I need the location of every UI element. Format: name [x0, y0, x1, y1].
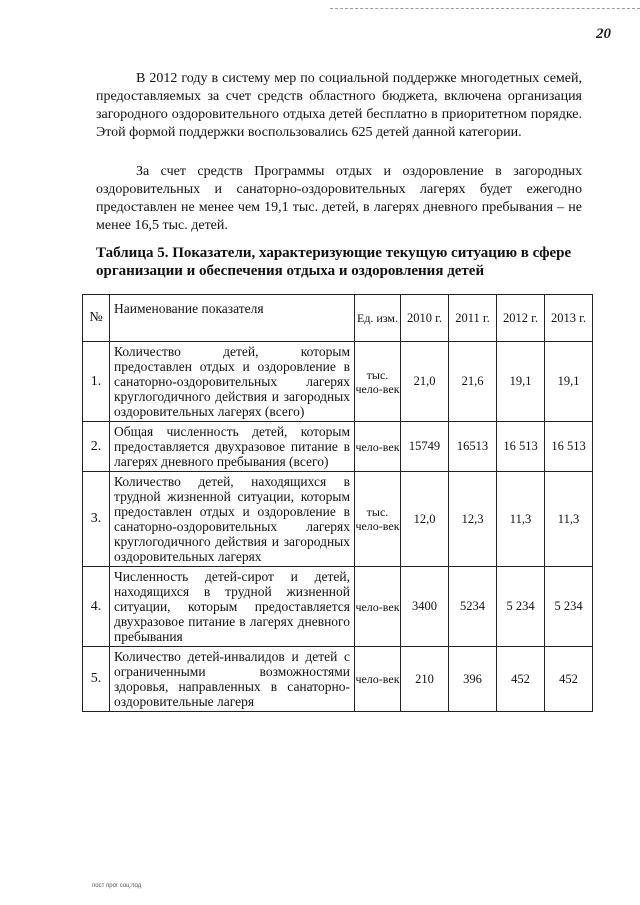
value-2012: 5 234 [497, 567, 545, 647]
header-2012: 2012 г. [497, 295, 545, 342]
table-row [83, 342, 593, 422]
value-2011: 396 [449, 647, 497, 712]
value-2010: 210 [401, 647, 449, 712]
value-2010: 12,0 [401, 472, 449, 567]
value-2013: 452 [545, 647, 593, 712]
header-number: № [83, 295, 110, 342]
row-number: 3. [83, 472, 110, 567]
indicators-table [82, 294, 593, 712]
value-2012: 16 513 [497, 422, 545, 472]
row-number: 1. [83, 342, 110, 422]
row-name: Общая численность детей, которым предоставляется двухразовое питание в лагерях дневного пребывания (всего) [110, 422, 355, 472]
value-2013: 16 513 [545, 422, 593, 472]
value-2011: 5234 [449, 567, 497, 647]
paragraph-program-funds: За счет средств Программы отдых и оздоровление в загородных оздоровительных и санаторно-оздоровительных лагерях будет ежегодно предоставлен не менее чем 19,1 тыс. детей, в лагерях дневного пребывания – не менее 16,5 тыс. детей. [96, 164, 582, 233]
row-unit: чело-век [355, 647, 401, 712]
value-2013: 11,3 [545, 472, 593, 567]
row-number: 5. [83, 647, 110, 712]
value-2013: 5 234 [545, 567, 593, 647]
table-row [83, 472, 593, 567]
row-number: 2. [83, 422, 110, 472]
row-name: Количество детей, которым предоставлен отдых и оздоровление в санаторно-оздоровительных лагерях круглогодичного действия и загородных оздоровительных лагерях (всего) [110, 342, 355, 422]
header-2010: 2010 г. [401, 295, 449, 342]
table-row [83, 422, 593, 472]
value-2012: 11,3 [497, 472, 545, 567]
row-unit: тыс. чело-век [355, 472, 401, 567]
row-name: Количество детей, находящихся в трудной жизненной ситуации, которым предоставлен отдых и оздоровление в санаторно-оздоровительных лагерях круглогодичного действия и загородных оздоровительных лагерях [110, 472, 355, 567]
value-2011: 21,6 [449, 342, 497, 422]
table-row [83, 567, 593, 647]
value-2013: 19,1 [545, 342, 593, 422]
top-edge-line [330, 8, 640, 10]
row-unit: чело-век [355, 567, 401, 647]
row-unit: тыс. чело-век [355, 342, 401, 422]
header-2013: 2013 г. [545, 295, 593, 342]
header-unit: Ед. изм. [355, 295, 401, 342]
table-header-row [83, 295, 593, 342]
row-unit: чело-век [355, 422, 401, 472]
table-row [83, 647, 593, 712]
row-number: 4. [83, 567, 110, 647]
paragraph-large-families: В 2012 году в систему мер по социальной поддержке многодетных семей, предоставляемых за счет средств областного бюджета, включена организация загородного оздоровительного отдыха детей бесплатно в приоритетном порядке. Этой формой поддержки воспользовались 625 детей данной категории. [96, 71, 582, 140]
value-2011: 16513 [449, 422, 497, 472]
value-2012: 452 [497, 647, 545, 712]
table-title: Таблица 5. Показатели, характеризующие текущую ситуацию в сфере организации и обеспечения отдыха и оздоровления детей [96, 245, 572, 279]
value-2010: 21,0 [401, 342, 449, 422]
header-2011: 2011 г. [449, 295, 497, 342]
value-2010: 15749 [401, 422, 449, 472]
header-name: Наименование показателя [110, 295, 355, 342]
value-2010: 3400 [401, 567, 449, 647]
page-number: 20 [596, 26, 611, 42]
footer-file-label: пост прог соц.под [92, 883, 142, 889]
row-name: Численность детей-сирот и детей, находящихся в трудной жизненной ситуации, которым предоставляется двухразовое питание в лагерях дневного пребывания [110, 567, 355, 647]
value-2012: 19,1 [497, 342, 545, 422]
value-2011: 12,3 [449, 472, 497, 567]
row-name: Количество детей-инвалидов и детей с ограниченными возможностями здоровья, направленных в санаторно-оздоровительные лагеря [110, 647, 355, 712]
